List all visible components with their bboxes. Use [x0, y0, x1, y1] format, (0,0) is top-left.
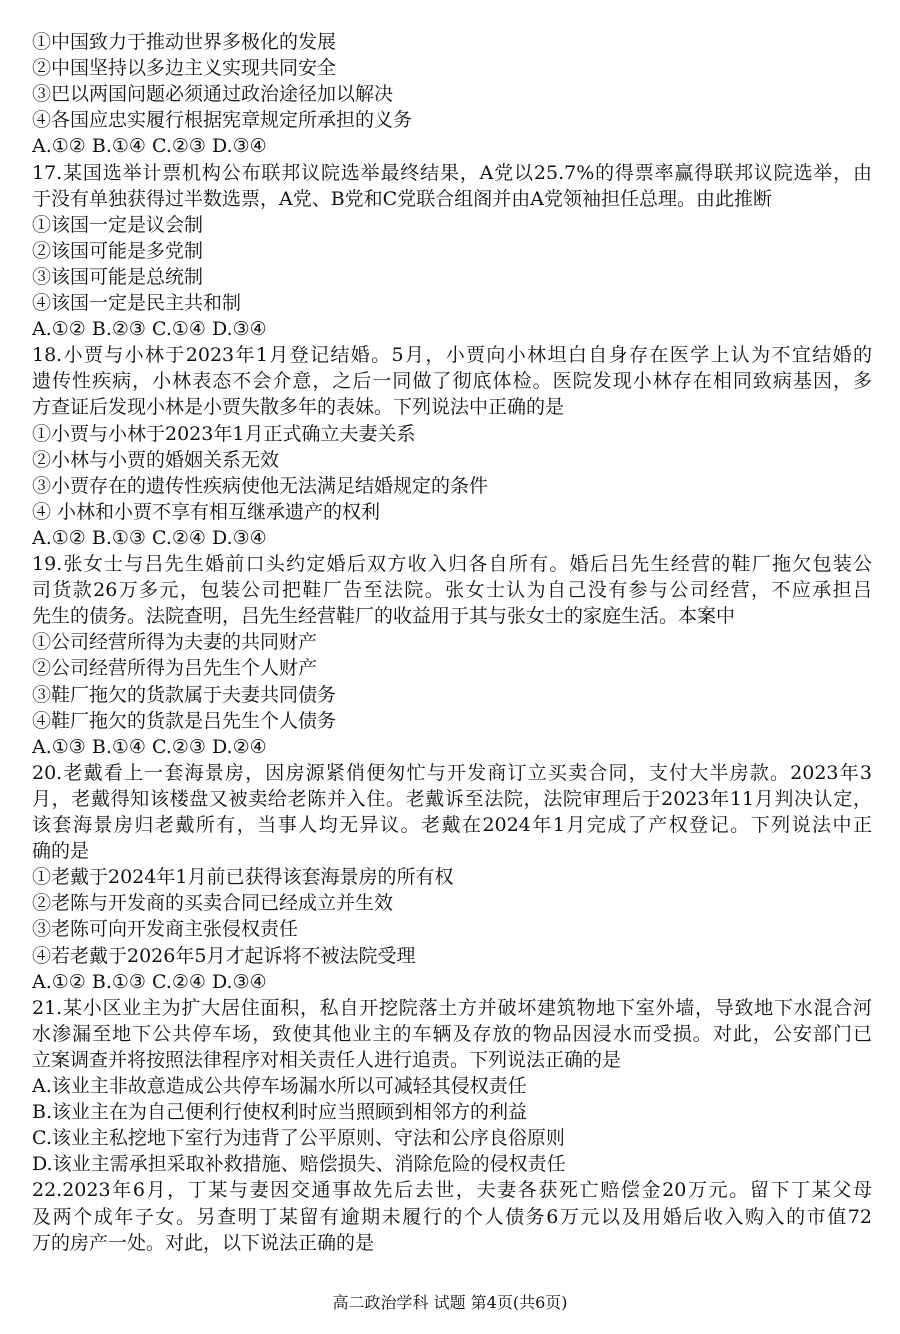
text-line: ④鞋厂拖欠的货款是吕先生个人债务: [32, 709, 337, 732]
text-line: A.①② B.①③ C.②④ D.③④: [32, 970, 267, 993]
text-line: 方查证后发现小林是小贾失散多年的表妹。下列说法中正确的是: [32, 396, 565, 419]
text-line: ②该国可能是多党制: [32, 239, 204, 262]
text-line: 月，老戴得知该楼盘又被卖给老陈并入住。老戴诉至法院，法院审理后于2023年11月判决认定，: [32, 787, 872, 810]
text-line: 先生的债务。法院查明，吕先生经营鞋厂的收益用于其与张女士的家庭生活。本案中: [32, 605, 736, 628]
text-line: C.该业主私挖地下室行为违背了公平原则、守法和公序良俗原则: [32, 1127, 565, 1150]
text-line: 该套海景房归老戴所有，当事人均无异议。老戴在2024年1月完成了产权登记。下列说法中正: [32, 814, 872, 836]
text-line: D.该业主需承担采取补救措施、赔偿损失、消除危险的侵权责任: [32, 1153, 566, 1176]
text-line: ②中国坚持以多边主义实现共同安全: [32, 57, 337, 80]
text-line: A.①③ B.①④ C.②③ D.②④: [32, 735, 267, 758]
text-line: A.①② B.②③ C.①④ D.③④: [32, 318, 267, 341]
text-line: ①中国致力于推动世界多极化的发展: [32, 31, 337, 53]
text-line: ④各国应忠实履行根据宪章规定所承担的义务: [32, 109, 413, 132]
text-line: A.①② B.①④ C.②③ D.③④: [32, 135, 267, 158]
text-line: ③鞋厂拖欠的货款属于夫妻共同债务: [32, 683, 337, 706]
text-line: 水渗漏至地下公共停车场，致使其他业主的车辆及存放的物品因浸水而受损。对此，公安部门已: [32, 1022, 872, 1045]
text-line: 22.2023年6月，丁某与妻因交通事故先后去世，夫妻各获死亡赔偿金20万元。留下丁某父母: [32, 1179, 872, 1202]
text-line: 20.老戴看上一套海景房，因房源紧俏便匆忙与开发商订立买卖合同，支付大半房款。2023年3: [32, 761, 872, 784]
text-line: 及两个成年子女。另查明丁某留有逾期未履行的个人债务6万元以及用婚后收入购入的市值72: [32, 1205, 872, 1228]
text-line: ③该国可能是总统制: [32, 265, 204, 288]
text-line: ③巴以两国问题必须通过政治途径加以解决: [32, 83, 394, 106]
text-line: 遗传性疾病，小林表态不会介意，之后一同做了彻底体检。医院发现小林存在相同致病基因，多: [32, 370, 872, 393]
text-line: ①老戴于2024年1月前已获得该套海景房的所有权: [32, 866, 454, 889]
text-line: ①该国一定是议会制: [32, 213, 204, 236]
text-line: 司货款26万多元，包装公司把鞋厂告至法院。张女士认为自己没有参与公司经营，不应承担吕: [32, 579, 872, 602]
text-line: A.①② B.①③ C.②④ D.③④: [32, 526, 267, 549]
text-line: B.该业主在为自己便利行使权利时应当照顾到相邻方的利益: [32, 1101, 528, 1124]
text-line: A.该业主非故意造成公共停车场漏水所以可减轻其侵权责任: [32, 1075, 527, 1097]
text-line: 立案调查并将按照法律程序对相关责任人进行追责。下列说法正确的是: [32, 1048, 622, 1071]
text-line: 21.某小区业主为扩大居住面积，私自开挖院落土方并破坏建筑物地下室外墙，导致地下水混合河: [32, 996, 872, 1019]
text-line: ④若老戴于2026年5月才起诉将不被法院受理: [32, 944, 416, 967]
text-line: ①公司经营所得为夫妻的共同财产: [32, 631, 318, 654]
text-line: 于没有单独获得过半数选票，A党、B党和C党联合组阁并由A党领袖担任总理。由此推断: [32, 187, 772, 210]
text-line: ④ 小林和小贾不享有相互继承遗产的权利: [32, 500, 381, 523]
page-footer: 高二政治学科 试题 第4页(共6页): [332, 1293, 568, 1312]
text-line: 确的是: [32, 840, 90, 863]
text-line: ③小贾存在的遗传性疾病使他无法满足结婚规定的条件: [32, 474, 489, 497]
text-line: ③老陈可向开发商主张侵权责任: [32, 918, 299, 941]
text-line: ②老陈与开发商的买卖合同已经成立并生效: [32, 892, 394, 915]
text-line: 18.小贾与小林于2023年1月登记结婚。5月，小贾向小林坦白自身存在医学上认为不宜结婚的: [32, 344, 872, 367]
text-line: 万的房产一处。对此，以下说法正确的是: [32, 1231, 375, 1254]
text-line: ①小贾与小林于2023年1月正式确立夫妻关系: [32, 422, 416, 445]
text-line: ④该国一定是民主共和制: [32, 292, 242, 314]
text-line: 17.某国选举计票机构公布联邦议院选举最终结果，A党以25.7%的得票率赢得联邦议院选举，由: [32, 161, 872, 184]
text-line: 19.张女士与吕先生婚前口头约定婚后双方收入归各自所有。婚后吕先生经营的鞋厂拖欠包装公: [32, 553, 872, 575]
text-line: ②公司经营所得为吕先生个人财产: [32, 657, 318, 680]
text-line: ②小林与小贾的婚姻关系无效: [32, 448, 280, 471]
